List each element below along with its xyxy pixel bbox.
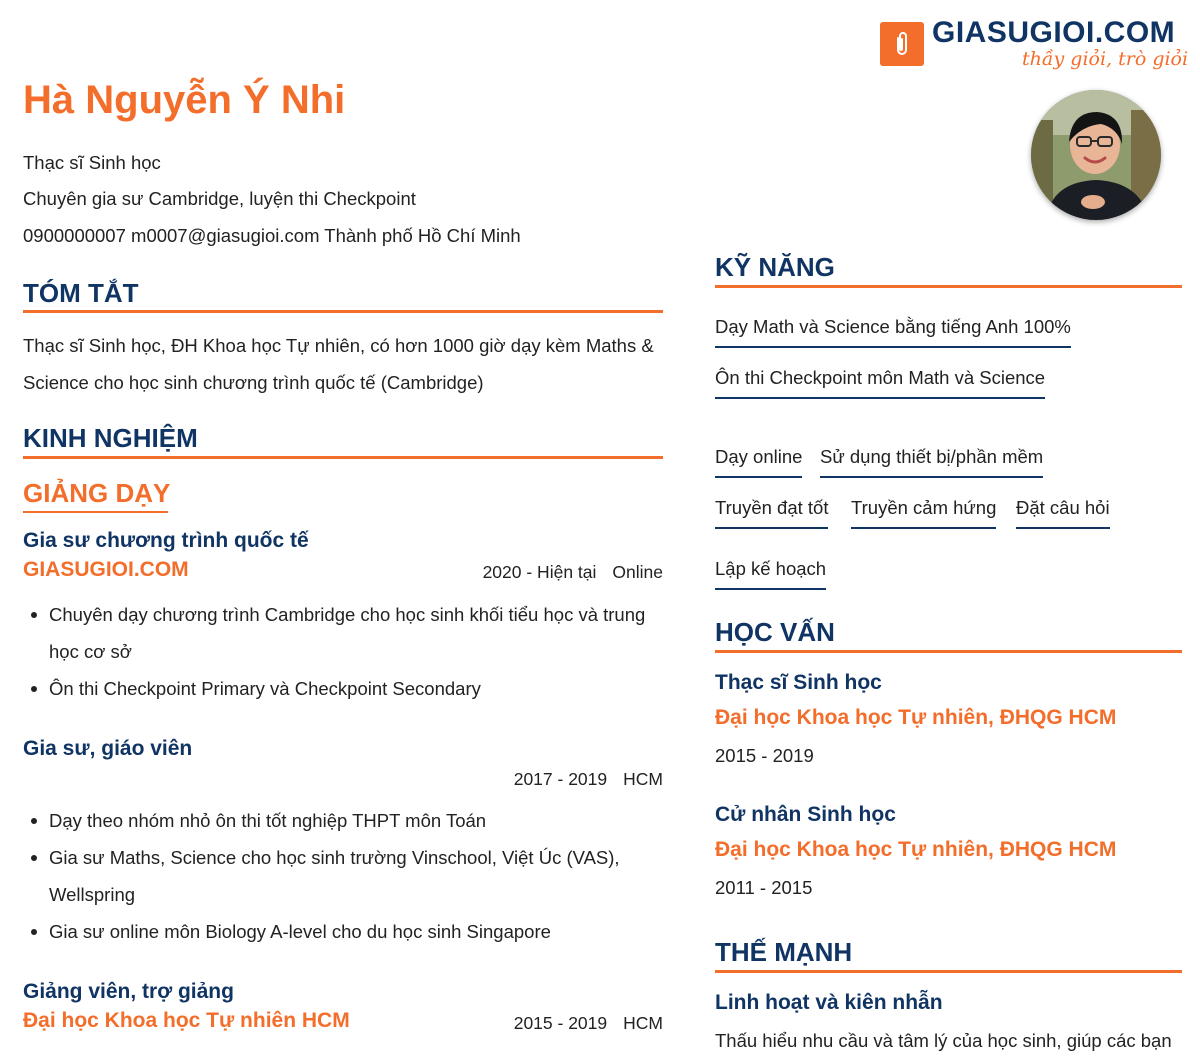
experience-divider (23, 456, 663, 459)
education-years: 2015 - 2019 (715, 745, 814, 766)
logo-tagline: thầy giỏi, trò giỏi (1022, 48, 1189, 70)
education-school: Đại học Khoa học Tự nhiên, ĐHQG HCM (715, 706, 1117, 729)
skills-divider (715, 285, 1182, 288)
job-bullets (23, 596, 659, 707)
job-location: HCM (623, 1013, 663, 1033)
logo-badge (880, 22, 924, 66)
job-period: 2020 - Hiện tại (482, 562, 597, 582)
job-organization: Đại học Khoa học Tự nhiên HCM (23, 1009, 350, 1032)
education-degree: Cử nhân Sinh học (715, 803, 896, 826)
job-period: 2017 - 2019 (513, 769, 608, 789)
summary-text: Thạc sĩ Sinh học, ĐH Khoa học Tự nhiên, có hơn 1000 giờ dạy kèm Maths & Science cho học sinh chương trình quốc tế (Cambridge) (23, 335, 654, 393)
job-period: 2015 - 2019 (513, 1013, 608, 1033)
job-title: Giảng viên, trợ giảng (23, 980, 234, 1003)
job-organization: GIASUGIOI.COM (23, 558, 189, 581)
job-location: Online (612, 562, 663, 582)
experience-heading: KINH NGHIỆM (23, 423, 198, 453)
job-title: Gia sư chương trình quốc tế (23, 529, 309, 552)
education-degree: Thạc sĩ Sinh học (715, 671, 882, 694)
paperclip-icon (891, 30, 913, 58)
skill-tag: Dạy online (715, 446, 802, 478)
job-title: Gia sư, giáo viên (23, 737, 193, 760)
logo-brand: GIASUGIOI.COM (932, 16, 1176, 49)
candidate-contact: 0900000007 m0007@giasugioi.com Thành phố Hồ Chí Minh (23, 225, 521, 246)
category-underline (23, 511, 168, 513)
list-item: Chuyên dạy chương trình Cambridge cho học sinh khối tiểu học và trung học cơ sở (49, 596, 659, 670)
education-school: Đại học Khoa học Tự nhiên, ĐHQG HCM (715, 838, 1117, 861)
candidate-specialty: Chuyên gia sư Cambridge, luyện thi Checkpoint (23, 188, 416, 209)
list-item: Gia sư Maths, Science cho học sinh trường Vinschool, Việt Úc (VAS), Wellspring (49, 839, 659, 913)
education-heading: HỌC VẤN (715, 617, 835, 647)
strengths-divider (715, 970, 1182, 973)
skill-tag: Truyền đạt tốt (715, 497, 828, 529)
job-meta (483, 562, 663, 583)
job-location: HCM (623, 769, 663, 789)
strength-title: Linh hoạt và kiên nhẫn (715, 991, 943, 1014)
skill-tag: Sử dụng thiết bị/phần mềm (820, 446, 1043, 478)
job-meta (514, 1013, 663, 1034)
skill-tag: Đặt câu hỏi (1016, 497, 1110, 529)
job-meta (514, 769, 663, 790)
education-years: 2011 - 2015 (715, 877, 813, 898)
skill-tag: Ôn thi Checkpoint môn Math và Science (715, 367, 1045, 399)
list-item: Ôn thi Checkpoint Primary và Checkpoint Secondary (49, 670, 659, 707)
candidate-title: Thạc sĩ Sinh học (23, 152, 161, 173)
skill-tag: Dạy Math và Science bằng tiếng Anh 100% (715, 316, 1071, 348)
skill-tag: Truyền cảm hứng (851, 497, 996, 529)
candidate-name: Hà Nguyễn Ý Nhi (23, 78, 346, 122)
summary-divider (23, 310, 663, 313)
avatar (1031, 90, 1161, 220)
skills-heading: KỸ NĂNG (715, 252, 835, 282)
strengths-heading: THẾ MẠNH (715, 937, 853, 967)
strength-text: Thấu hiểu nhu cầu và tâm lý của học sinh, giúp các bạn (715, 1030, 1172, 1051)
skill-tag: Lập kế hoạch (715, 558, 826, 590)
experience-category: GIẢNG DẠY (23, 478, 171, 508)
job-bullets (23, 802, 659, 950)
list-item: Dạy theo nhóm nhỏ ôn thi tốt nghiệp THPT môn Toán (49, 802, 659, 839)
summary-heading: TÓM TẮT (23, 278, 139, 308)
education-divider (715, 650, 1182, 653)
list-item: Gia sư online môn Biology A-level cho du học sinh Singapore (49, 913, 659, 950)
